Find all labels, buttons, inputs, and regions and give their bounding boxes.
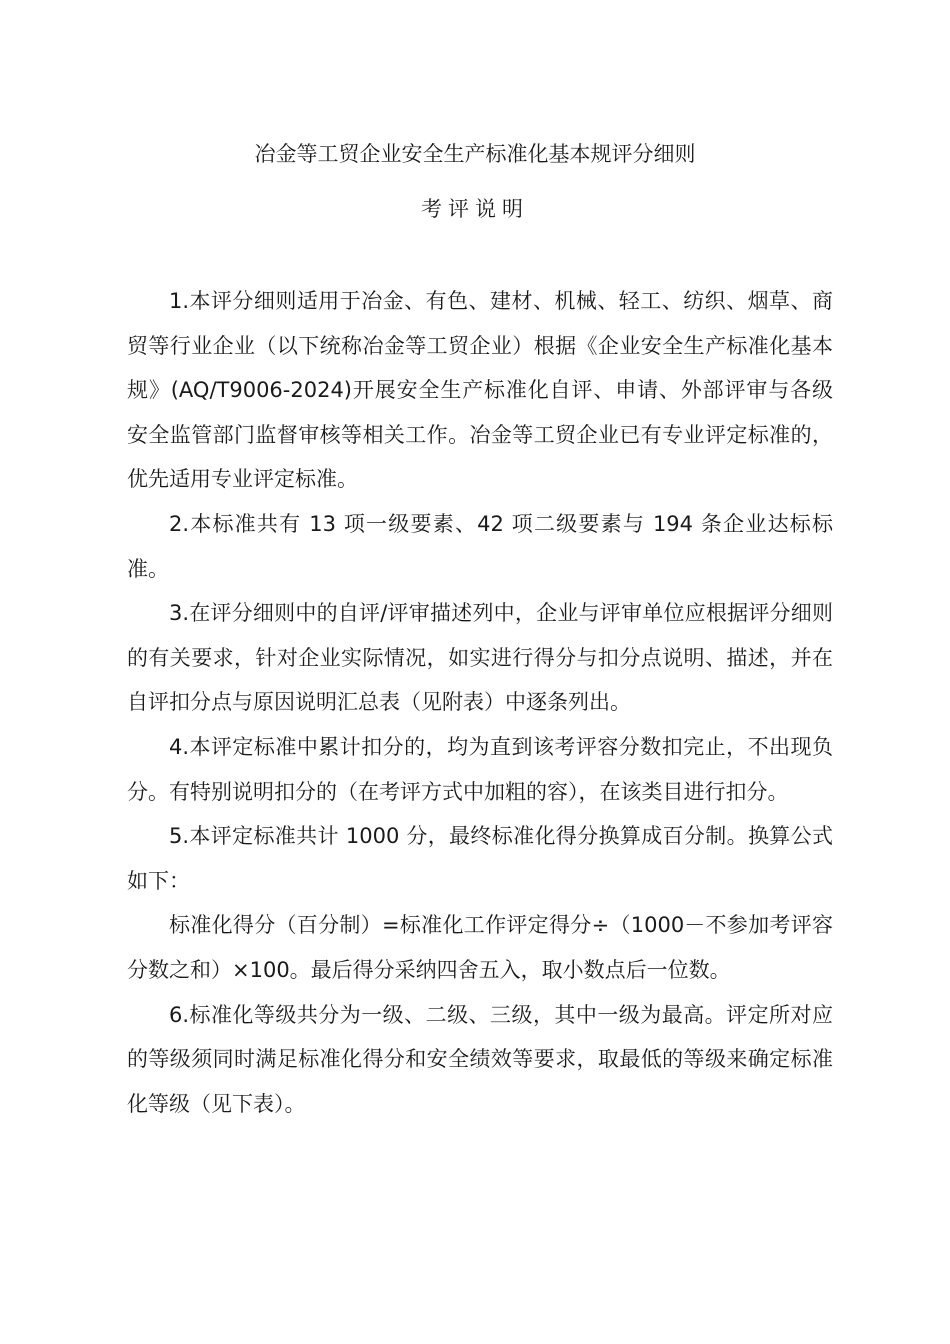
paragraph-3-description: 3.在评分细则中的自评/评审描述列中，企业与评审单位应根据评分细则的有关要求，针对企业实际情况，如实进行得分与扣分点说明、描述，并在自评扣分点与原因说明汇总表（见附表）中逐条列出。 — [127, 601, 833, 715]
document-title: 冶金等工贸企业安全生产标准化基本规评分细则 — [254, 142, 696, 166]
paragraph-2-elements: 2.本标准共有 13 项一级要素、42 项二级要素与 194 条企业达标标准。 — [127, 511, 833, 581]
paragraph-6-levels: 6.标准化等级共分为一级、二级、三级，其中一级为最高。评定所对应的等级须同时满足标准化得分和安全绩效等要求，取最低的等级来确定标准化等级（见下表）。 — [127, 1002, 833, 1116]
paragraph-5-total-score: 5.本评定标准共计 1000 分，最终标准化得分换算成百分制。换算公式如下： — [127, 824, 833, 893]
paragraph-1-scope: 1.本评分细则适用于冶金、有色、建材、机械、轻工、纺织、烟草、商贸等行业企业（以下统称冶金等工贸企业）根据《企业安全生产标准化基本规》(AQ/T9006-2024)开展安全生产标准化自评、申请、外部评审与各级安全监管部门监督审核等相关工作。冶金等工贸企业已有专业评定标准的，优先适用专业评定标准。 — [127, 289, 833, 492]
document-body — [127, 279, 833, 1126]
paragraph-formula: 标准化得分（百分制）=标准化工作评定得分÷（1000－不参加考评容分数之和）×100。最后得分采纳四舍五入，取小数点后一位数。 — [127, 913, 833, 982]
document-subtitle: 考评说明 — [421, 197, 529, 221]
paragraph-4-deductions: 4.本评定标准中累计扣分的，均为直到该考评容分数扣完止，不出现负分。有特别说明扣分的（在考评方式中加粗的容），在该类目进行扣分。 — [127, 734, 833, 804]
